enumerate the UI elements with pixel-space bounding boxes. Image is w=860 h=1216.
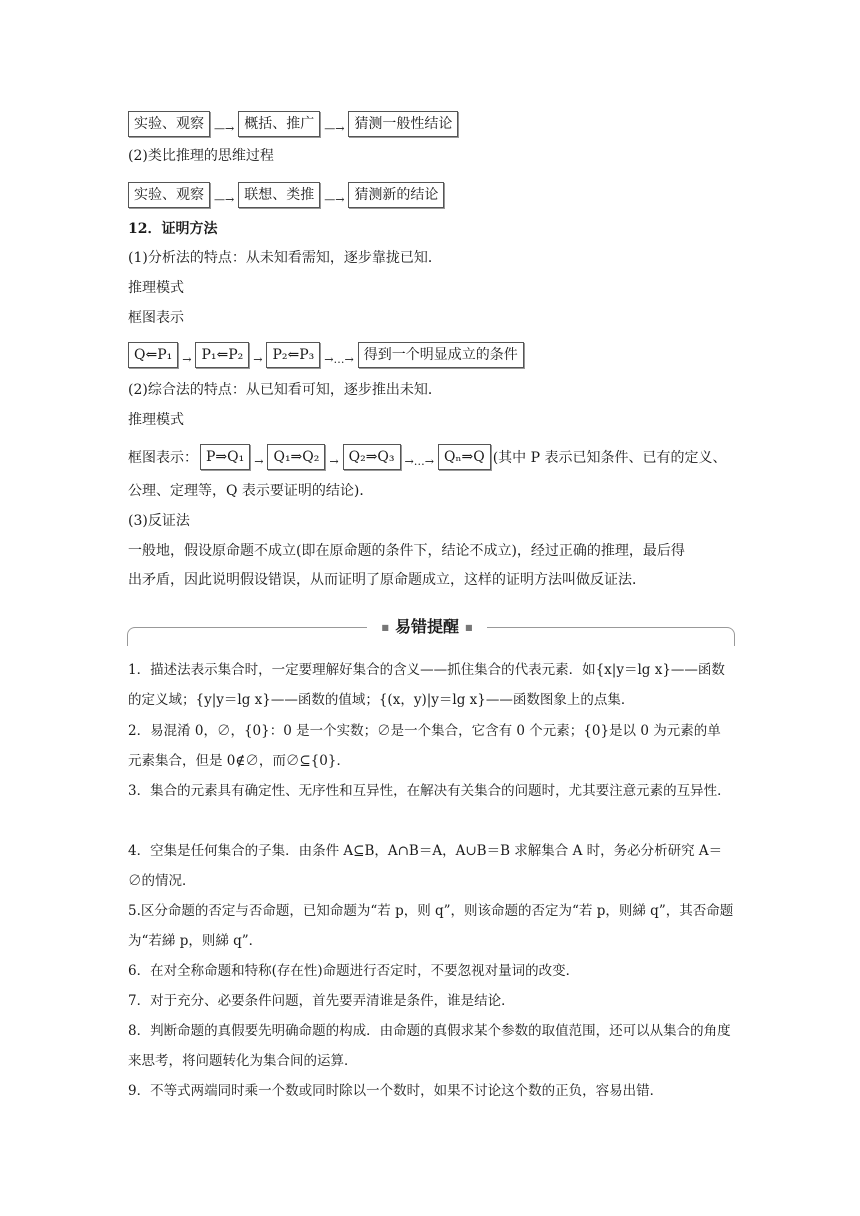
flow-box: Qₙ⇒Q [438, 444, 491, 470]
banner-marker: ■ [381, 622, 389, 632]
synthesis-note: (其中 P 表示已知条件、已有的定义、 [492, 450, 727, 466]
flow-box: Q₂⇒Q₃ [343, 444, 401, 470]
analysis-flowchart [128, 342, 524, 368]
tip-item: 2．易混淆 0，∅，{0}：0 是一个实数；∅是一个集合，它含有 0 个元素；{0}是以 0 为元素的单元素集合，但是 0∉∅，而∅⊆{0}． [128, 723, 721, 769]
banner-title: 易错提醒 [394, 617, 459, 636]
flow-box: Q⇐P₁ [128, 342, 178, 368]
tip-item: 9．不等式两端同时乘一个数或同时除以一个数时，如果不讨论这个数的正负，容易出错． [128, 1083, 664, 1099]
flow-box: 概括、推广 [238, 111, 320, 137]
contradiction-text: 出矛盾，因此说明假设错误，从而证明了原命题成立，这样的证明方法叫做反证法． [128, 572, 646, 588]
section-banner [367, 614, 487, 640]
analysis-point: (1)分析法的特点：从未知看需知，逐步靠拢已知． [128, 250, 442, 266]
contradiction-text: 一般地，假设原命题不成立(即在原命题的条件下，结论不成立)，经过正确的推理，最后得 [128, 543, 685, 559]
tip-item: 1．描述法表示集合时，一定要理解好集合的含义——抓住集合的代表元素．如{x|y＝lg x}——函数的定义域；{y|y＝lg x}——函数的值域；{(x，y)|y＝lg x}——函数图象上的点集． [128, 662, 725, 708]
analysis-diagram-label: 框图表示 [128, 310, 184, 326]
flow-arrow: → [329, 454, 339, 468]
synthesis-point: (2)综合法的特点：从已知看可知，逐步推出未知． [128, 382, 442, 398]
tip-item: 3．集合的元素具有确定性、无序性和互异性，在解决有关集合的问题时，尤其要注意元素的互异性． [128, 783, 731, 799]
flow-box: P⇒Q₁ [200, 444, 250, 470]
flow-box: 猜测一般性结论 [348, 111, 458, 137]
flow-arrow: → [182, 352, 192, 366]
flow-box: 实验、观察 [128, 182, 210, 208]
analysis-mode-label: 推理模式 [128, 280, 184, 296]
flow-box: Q₁⇒Q₂ [267, 444, 325, 470]
tip-item: 4．空集是任何集合的子集．由条件 A⊆B，A∩B＝A，A∪B＝B 求解集合 A 时，务必分析研究 A＝∅的情况． [128, 843, 723, 889]
flow-arrow: —→ [214, 192, 235, 206]
analogy-heading: (2)类比推理的思维过程 [128, 148, 274, 164]
synthesis-flowchart [128, 444, 727, 470]
flow-arrow: —→ [324, 121, 345, 135]
flow-ellipsis: →…→ [324, 352, 354, 366]
flow-arrow: —→ [324, 192, 345, 206]
flow-box: 猜测新的结论 [348, 182, 444, 208]
flow-arrow: —→ [214, 121, 235, 135]
tip-item: 5.区分命题的否定与否命题，已知命题为“若 p，则 q”，则该命题的否定为“若 p，则綈 q”，其否命题为“若綈 p，则綈 q”． [128, 903, 734, 949]
inductive-flowchart [128, 111, 458, 137]
flow-box: 得到一个明显成立的条件 [358, 342, 524, 368]
contradiction-heading: (3)反证法 [128, 513, 190, 529]
tip-item: 6．在对全称命题和特称(存在性)命题进行否定时，不要忽视对量词的改变． [128, 963, 580, 979]
flow-box: P₂⇐P₃ [266, 342, 320, 368]
section-title: 12．证明方法 [128, 221, 218, 237]
flow-box: 联想、类推 [238, 182, 320, 208]
analogy-flowchart [128, 182, 444, 208]
synthesis-note-cont: 公理、定理等，Q 表示要证明的结论)． [128, 483, 374, 499]
tip-item: 8．判断命题的真假要先明确命题的构成．由命题的真假求某个参数的取值范围，还可以从集合的角度来思考，将问题转化为集合间的运算． [128, 1023, 731, 1069]
flow-ellipsis: →…→ [404, 454, 434, 468]
synthesis-diagram-label: 框图表示： [128, 450, 198, 466]
banner-marker: ■ [465, 622, 473, 632]
synthesis-mode-label: 推理模式 [128, 412, 184, 428]
flow-box: 实验、观察 [128, 111, 210, 137]
tip-item: 7．对于充分、必要条件问题，首先要弄清谁是条件，谁是结论． [128, 993, 515, 1009]
flow-arrow: → [253, 352, 263, 366]
flow-arrow: → [254, 454, 264, 468]
flow-box: P₁⇐P₂ [195, 342, 249, 368]
